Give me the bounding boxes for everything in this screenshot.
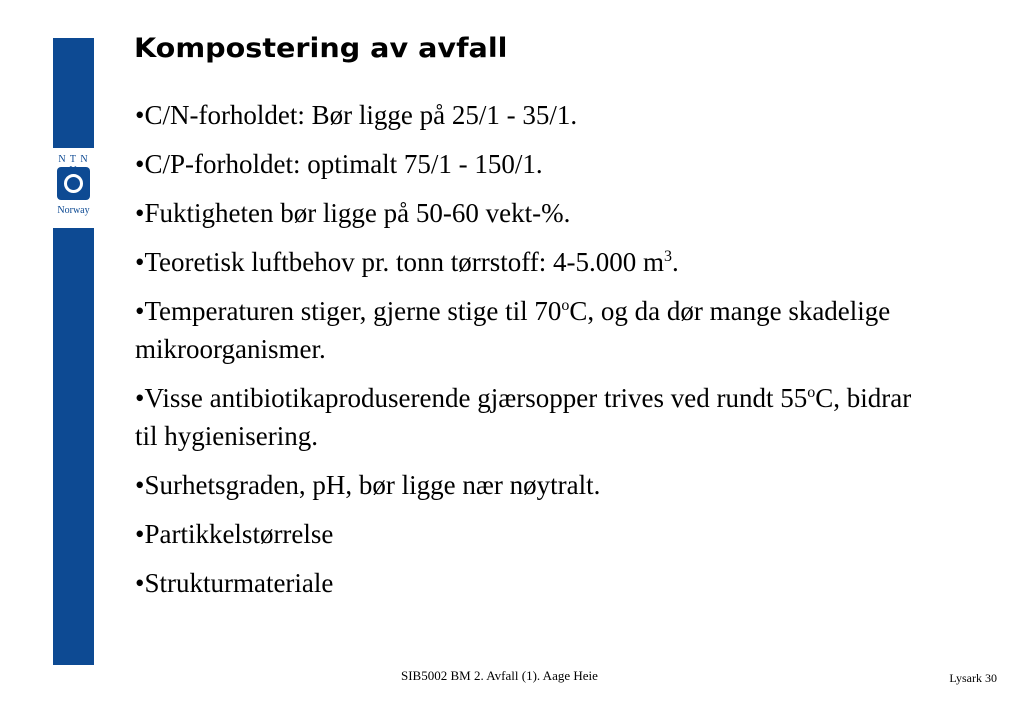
bullet-item: •Partikkelstørrelse	[135, 519, 334, 549]
bullet-text: •Temperaturen stiger, gjerne stige til 70	[135, 296, 562, 326]
footer-slide-number: Lysark 30	[949, 671, 997, 685]
bullet-item: •C/P-forholdet: optimalt 75/1 - 150/1.	[135, 149, 543, 179]
bullet-text: •Visse antibiotikaproduserende gjærsopper trives ved rundt 55	[135, 383, 808, 413]
bullet-text: .	[672, 247, 679, 277]
logo-top-text: N T N	[58, 154, 89, 165]
sidebar-band	[53, 38, 94, 665]
bullet-text: C, og da dør mange skadelige mikroorganismer.	[135, 296, 891, 364]
superscript: 3	[664, 248, 672, 265]
ntnu-logo-icon	[57, 167, 90, 200]
bullet-text: C, bidrar til hygienisering.	[135, 383, 912, 451]
bullet-item: •Surhetsgraden, pH, bør ligge nær nøytralt.	[135, 470, 601, 500]
logo-bottom-text: Norway	[57, 205, 90, 216]
footer-course-info: SIB5002 BM 2. Avfall (1). Aage Heie	[401, 668, 598, 683]
superscript: o	[561, 297, 570, 314]
bullet-item: •Strukturmateriale	[135, 568, 334, 598]
bullet-item: •Fuktigheten bør ligge på 50-60 vekt-%.	[135, 198, 571, 228]
bullet-item	[135, 243, 925, 281]
slide-title: Kompostering av avfall	[134, 33, 508, 64]
superscript: o	[807, 384, 816, 401]
bullet-list	[135, 96, 925, 613]
bullet-item: •C/N-forholdet: Bør ligge på 25/1 - 35/1.	[135, 100, 578, 130]
bullet-item	[135, 379, 925, 455]
bullet-text: •Teoretisk luftbehov pr. tonn tørrstoff: 4-5.000 m	[135, 247, 664, 277]
bullet-item	[135, 292, 925, 368]
ntnu-logo	[53, 148, 94, 228]
